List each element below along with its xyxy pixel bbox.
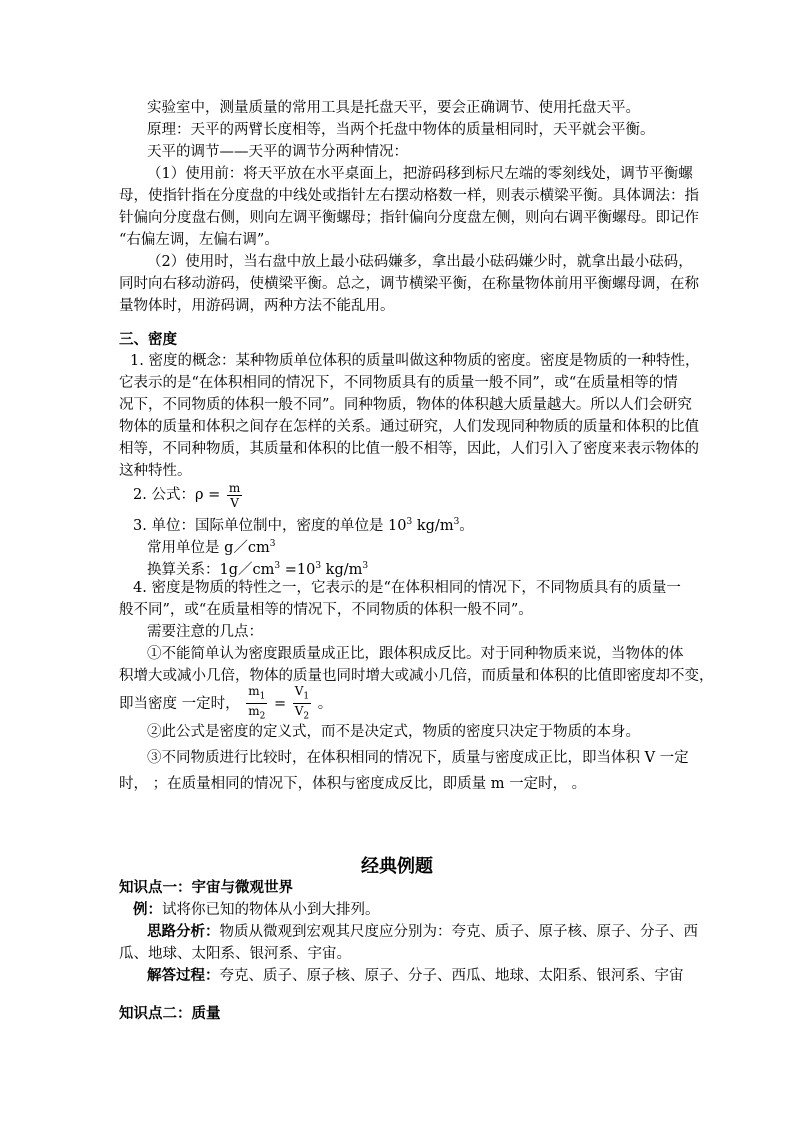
balance-adjust-2c: 量物体时，用游码调，两种方法不能乱用。 <box>119 298 395 314</box>
density-property-a: 4. 密度是物质的特性之一，它表示的是“在体积相同的情况下，不同物质具有的质量一 <box>133 580 681 596</box>
example-label: 例： <box>133 901 162 918</box>
density-common-unit: 常用单位是 $g/cm^3$ <box>147 539 276 556</box>
solution-line: 解答过程：夸克、质子、原子核、原子、分子、西瓜、地球、太阳系、银河系、宇宙 <box>147 967 684 984</box>
density-note-1c: 即当密度 一定时， $\frac{m_1}{m_2}$ = $\frac{V_1}{V_2}$ 。 <box>119 684 333 722</box>
balance-adjust-heading: 天平的调节——天平的调节分两种情况： <box>147 144 408 160</box>
density-concept-e: 相等，不同种物质，其质量和体积的比值一般不相等，因此，人们引入了密度来表示物体的 <box>119 441 699 457</box>
density-heading: 三、密度 <box>119 331 177 348</box>
density-concept-c: 况下，不同物质的体积一般不同”。同种物质，物体的体积越大质量越大。所以人们会研究 <box>119 397 692 413</box>
analysis-line-a: 思路分析：物质从微观到宏观其尺度应分别为：夸克、质子、原子核、原子、分子、西 <box>147 923 698 940</box>
balance-adjust-1b: 母，使指针指在分度盘的中线处或指针左右摆动格数一样，则表示横梁平衡。具体调法：指 <box>119 188 699 204</box>
density-unit: 3. 单位：国际单位制中，密度的单位是 $10^3$ $kg/m^3$。 <box>133 517 474 534</box>
density-property-b: 般不同”，或“在质量相等的情况下，不同物质的体积一般不同”。 <box>119 602 533 618</box>
balance-principle: 原理：天平的两臂长度相等，当两个托盘中物体的质量相同时，天平就会平衡。 <box>147 122 655 138</box>
density-conversion: 换算关系：$1g/cm^3 =10^3$ $kg/m^3$ <box>147 561 369 578</box>
density-concept-a: 1. 密度的概念：某种物质单位体积的质量叫做这种物质的密度。密度是物质的一种特性， <box>130 353 700 369</box>
ratio-mass-fraction: $\frac{m_1}{m_2}$ <box>248 684 266 722</box>
knowledge-point-1: 知识点一：宇宙与微观世界 <box>119 879 293 896</box>
formula-label: 2. 公式：ρ = <box>133 487 225 503</box>
example-question <box>133 900 380 920</box>
solution-label: 解答过程： <box>147 967 220 984</box>
density-concept-b: 它表示的是“在体积相同的情况下，不同物质具有的质量一般不同”，或“在质量相等的情 <box>119 375 678 391</box>
density-concept-f: 这种特性。 <box>119 463 192 479</box>
balance-adjust-2a: （2）使用时，当右盘中放上最小砝码嫌多，拿出最小砝码嫌少时，就拿出最小砝码， <box>147 254 693 270</box>
density-concept-d: 物体的质量和体积之间存在怎样的关系。通过研究，人们发现同种物质的质量和体积的比值 <box>119 419 699 435</box>
density-note-1a: ①不能简单认为密度跟质量成正比，跟体积成反比。对于同种物质来说，当物体的体 <box>147 646 684 662</box>
balance-adjust-2b: 同时向右移动游码，使横梁平衡。总之，调节横梁平衡，在称量物体前用平衡螺母调，在称 <box>119 276 699 292</box>
balance-para-1: 实验室中，测量质量的常用工具是托盘天平，要会正确调节、使用托盘天平。 <box>147 100 640 116</box>
density-notes-heading: 需要注意的几点： <box>147 624 263 640</box>
analysis-label: 思路分析： <box>147 923 220 940</box>
knowledge-point-2: 知识点二：质量 <box>119 1005 221 1022</box>
analysis-line-b: 瓜、地球、太阳系、银河系、宇宙。 <box>119 946 351 962</box>
formula-denominator: V <box>230 495 239 510</box>
ratio-volume-fraction: $\frac{V_1}{V_2}$ <box>294 684 310 722</box>
examples-title: 经典例题 <box>361 856 433 877</box>
formula-fraction <box>227 481 242 510</box>
density-note-3b: 时， ；在质量相同的情况下，体积与密度成反比，即质量 m 一定时， 。 <box>119 776 587 792</box>
formula-numerator: m <box>228 480 241 495</box>
balance-adjust-1d: “右偏左调，左偏右调”。 <box>119 232 279 248</box>
example-text: 试将你已知的物体从小到大排列。 <box>162 902 380 918</box>
density-formula <box>133 480 244 510</box>
density-note-2: ②此公式是密度的定义式，而不是决定式，物质的密度只决定于物质的本身。 <box>147 724 640 740</box>
balance-adjust-1a: （1）使用前：将天平放在水平桌面上，把游码移到标尺左端的零刻线处，调节平衡螺 <box>147 166 693 182</box>
density-note-1b: 积增大或减小几倍，物体的质量也同时增大或减小几倍，而质量和体积的比值即密度却不变， <box>119 668 714 684</box>
balance-adjust-1c: 针偏向分度盘右侧，则向左调平衡螺母；指针偏向分度盘左侧，则向右调平衡螺母。即记作 <box>119 210 699 226</box>
density-note-3a: ③不同物质进行比较时，在体积相同的情况下，质量与密度成正比，即当体积 V 一定 <box>147 750 689 766</box>
